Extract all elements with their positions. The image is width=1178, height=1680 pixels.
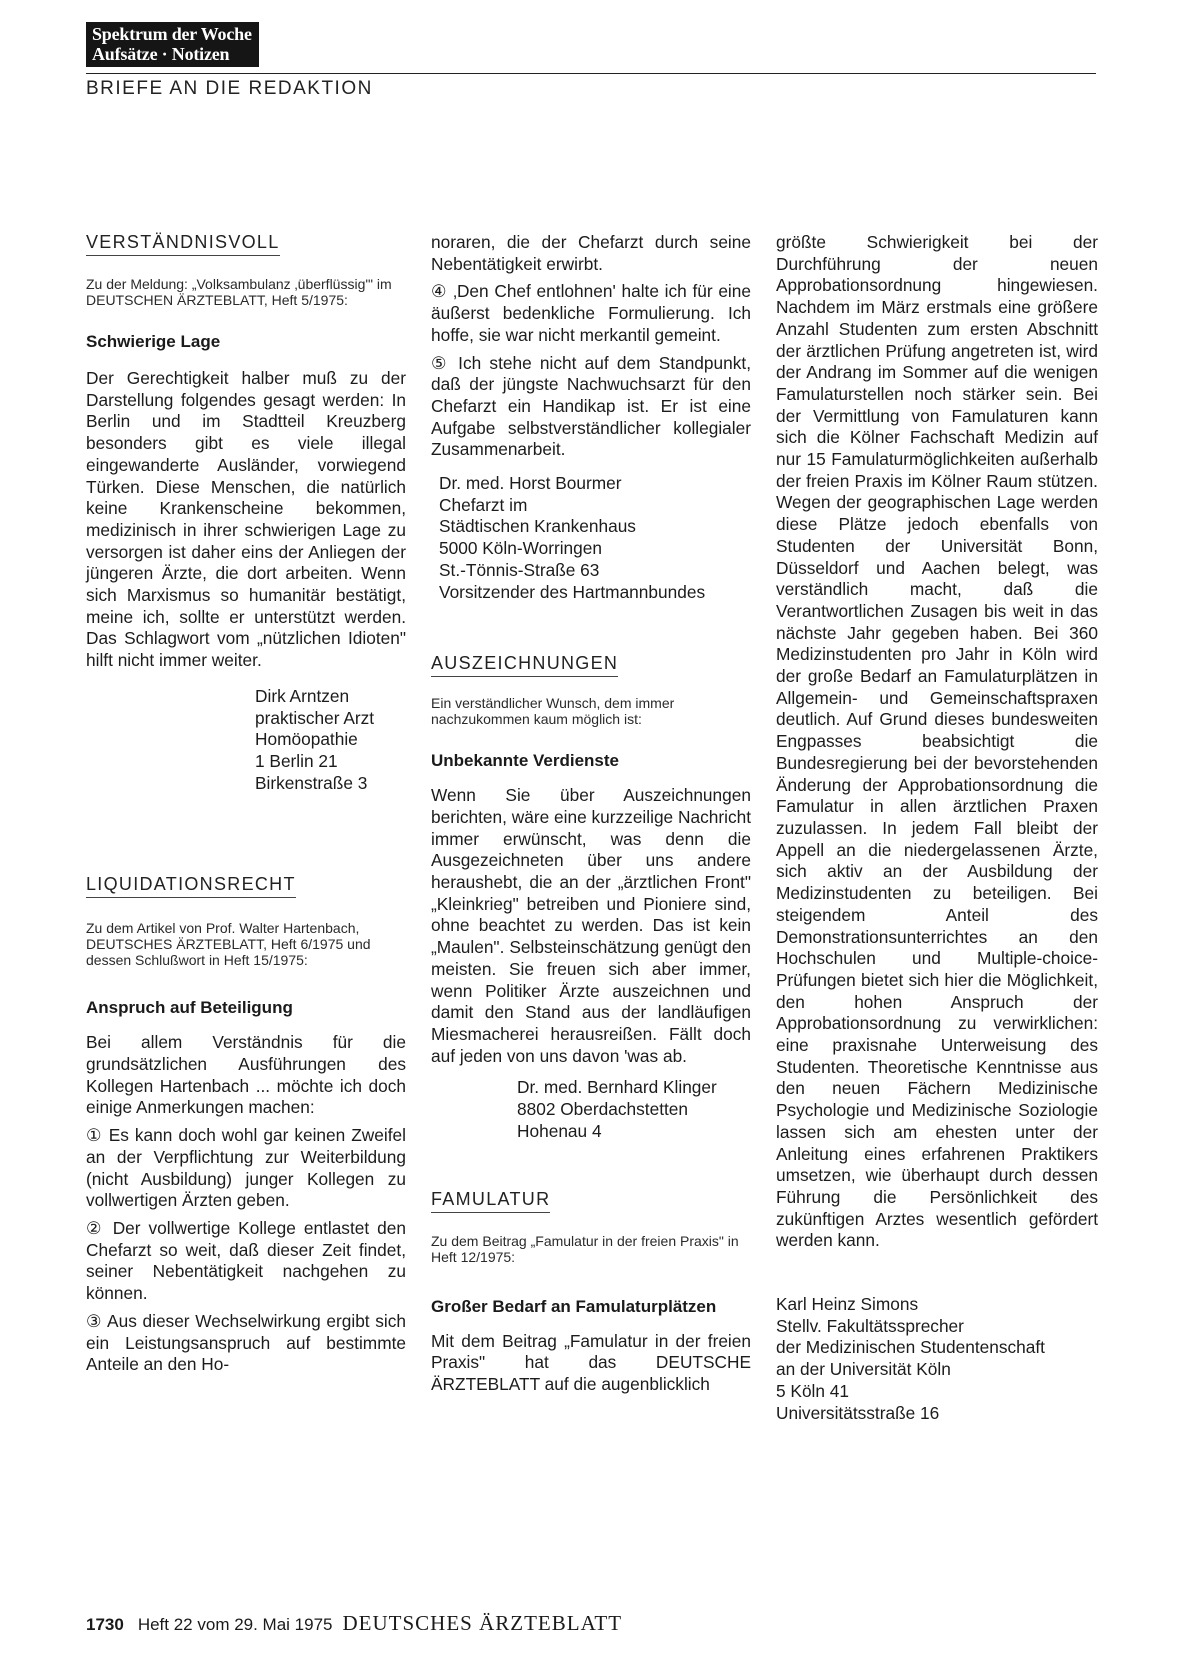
signature-line: an der Universität Köln — [776, 1359, 951, 1380]
signature-line: Stellv. Fakultätssprecher — [776, 1315, 964, 1336]
letter-signature — [439, 473, 751, 603]
signature-line: Universitätsstraße 16 — [776, 1402, 940, 1423]
signature-line: Karl Heinz Simons — [776, 1294, 919, 1315]
letter-headline: Großer Bedarf an Famulaturplätzen — [431, 1296, 717, 1316]
letter-paragraph: ③ Aus dieser Wechselwirkung ergibt sich ein Leistungsanspruch auf bestimmte Anteile an den Ho- — [86, 1310, 406, 1375]
kicker: FAMULATUR — [431, 1189, 550, 1213]
masthead-line-1: Spektrum der Woche — [92, 24, 252, 44]
kicker: AUSZEICHNUNGEN — [431, 653, 618, 677]
letter-paragraph: größte Schwierigkeit bei der Durchführung der neuen Approbationsordnung hingewiesen. Nachdem im März erstmals eine größere Anzahl Studenten zum ersten Abschnitt der ärztlichen Prüfung angetreten ist, wird der Andrang im Sommer auf die wenigen Famulaturstellen noch stärker sein. Bei der Vermittlung von Famulaturen kann sich die Kölner Fachschaft Medizin auf nur 15 Famulaturmöglichkeiten außerhalb der freien Praxis im Kölner Raum stützen. Wegen der geographischen Lage werden diese Plätze jedoch ebenfalls von Studenten der Universität Bonn, Düsseldorf und Aachen belegt, was verständlich macht, daß die Verantwortlichen Zusagen bis weit in das nächste Jahr gegeben haben. Bei 360 Medizinstudenten pro Jahr in Köln wird der große Bedarf an Famulaturplätzen in Allgemein- und Gemeinschaftspraxen deutlich. Auf Grund dieses bundesweiten Engpasses beabsichtigt die Bundesregierung bei der bevorstehenden Änderung der Approbationsordnung die Famulatur in allen ärztlichen Praxen zuzulassen. In jedem Fall bleibt der Appell an die niedergelassenen Ärzte, sich aktiv an der Ausbildung der Medizinstudenten zu beteiligen. Bei steigendem Anteil des Demonstrationsunterrichtes an den Hochschulen und Multiple-choice-Prüfungen bietet sich hier die Möglichkeit, den hohen Anspruch der Approbationsordnung zu verwirklichen: eine praxisnahe Unterweisung des Studenten. Theoretische Kenntnisse aus den neuen Fächern Medizinische Psychologie und Medizinische Soziologie lassen sich am ehesten unter der Anleitung eines erfahrenen Praktikers umsetzen, wie überhaupt durch dessen Führung die Persönlichkeit des zukünftigen Arztes wesentlich gefördert werden kann. — [776, 232, 1098, 1251]
letter-paragraph: ⑤ Ich stehe nicht auf dem Standpunkt, daß der jüngste Nachwuchsarzt für den Chefarzt ein Handikap ist. Er ist eine Aufgabe selbstverständlicher kollegialer Zusammenarbeit. — [431, 352, 751, 460]
reference-note: Zu der Meldung: „Volksambulanz ‚überflüssig'" im DEUTSCHEN ÄRZTEBLATT, Heft 5/1975: — [86, 276, 392, 308]
kicker: VERSTÄNDNISVOLL — [86, 232, 280, 256]
signature-line: Hohenau 4 — [517, 1120, 602, 1141]
publication-name: DEUTSCHES ÄRZTEBLATT — [342, 1611, 623, 1635]
signature-line: Chefarzt im — [439, 494, 528, 515]
signature-line: praktischer Arzt — [255, 707, 375, 728]
header-rule — [86, 73, 1096, 74]
signature-line: 5 Köln 41 — [776, 1380, 850, 1401]
letter-liquidationsrecht-continued — [431, 232, 751, 603]
kicker: LIQUIDATIONSRECHT — [86, 874, 296, 898]
signature-line: 5000 Köln-Worringen — [439, 538, 602, 559]
letter-signature — [255, 686, 406, 795]
letter-signature — [517, 1077, 751, 1142]
letter-headline: Unbekannte Verdienste — [431, 751, 620, 771]
column-1 — [86, 232, 406, 1376]
issue-info: Heft 22 vom 29. Mai 1975 — [137, 1615, 333, 1634]
page-footer — [86, 1611, 622, 1636]
signature-line: Dr. med. Bernhard Klinger — [517, 1077, 717, 1098]
reference-note: Ein verständlicher Wunsch, dem immer nachzukommen kaum möglich ist: — [431, 695, 675, 728]
letter-auszeichnungen — [431, 653, 751, 1142]
letter-liquidationsrecht — [86, 874, 406, 1376]
letter-verstaendnisvoll — [86, 232, 406, 794]
signature-line: 8802 Oberdachstetten — [517, 1099, 689, 1120]
page-number: 1730 — [86, 1615, 124, 1634]
letter-paragraph: Mit dem Beitrag „Famulatur in der freien Praxis" hat das DEUTSCHE ÄRZTEBLATT auf die augenblicklich — [431, 1330, 751, 1394]
letter-signature — [776, 1294, 1098, 1424]
letter-famulatur — [431, 1189, 751, 1396]
section-title: BRIEFE AN DIE REDAKTION — [86, 78, 373, 99]
signature-line: der Medizinischen Studentenschaft — [776, 1337, 1045, 1358]
signature-line: Städtischen Krankenhaus — [439, 516, 636, 537]
signature-line: Vorsitzender des Hartmannbundes — [439, 581, 706, 602]
signature-line: Homöopathie — [255, 729, 358, 750]
letter-paragraph: ① Es kann doch wohl gar keinen Zweifel an der Verpflichtung zur Weiterbildung (nicht Ausbildung) junger Kollegen zu vollwertigen Ärzten geben. — [86, 1125, 406, 1211]
letter-paragraph: ④ ‚Den Chef entlohnen' halte ich für eine äußerst bedenkliche Formulierung. Ich hoffe, sie war nicht merkantil gemeint. — [431, 281, 751, 345]
signature-line: St.-Tönnis-Straße 63 — [439, 559, 600, 580]
masthead — [86, 22, 259, 67]
signature-line: Birkenstraße 3 — [255, 772, 368, 793]
column-2 — [431, 232, 751, 1396]
reference-note: Zu dem Beitrag „Famulatur in der freien Praxis" in Heft 12/1975: — [431, 1232, 739, 1265]
signature-line: Dr. med. Horst Bourmer — [439, 473, 622, 494]
letter-paragraph: Der Gerechtigkeit halber muß zu der Darstellung folgendes gesagt werden: In Berlin und im Stadtteil Kreuzberg besonders gibt es viele illegal eingewanderte Ausländer, vorwiegend Türken. Diese Menschen, die natürlich keine Krankenscheine bekommen, medizinisch in ihrer schwierigen Lage zu versorgen ist daher eins der Anliegen der jüngeren Ärzte, die dort arbeiten. Wenn sich Marxismus so humanitär bestätigt, meine ich, sollte er unterstützt werden. Das Schlagwort vom „nützlichen Idioten" hilft nicht immer weiter. — [86, 368, 406, 671]
signature-line: 1 Berlin 21 — [255, 750, 338, 771]
masthead-line-2: Aufsätze · Notizen — [92, 44, 230, 64]
letter-headline: Schwierige Lage — [86, 332, 221, 351]
letter-paragraph: Bei allem Verständnis für die grundsätzlichen Ausführungen des Kollegen Hartenbach ... möchte ich doch einige Anmerkungen machen: — [86, 1032, 406, 1118]
letter-famulatur-continued — [776, 232, 1098, 1424]
reference-note: Zu dem Artikel von Prof. Walter Hartenbach, DEUTSCHES ÄRZTEBLATT, Heft 6/1975 und dessen Schlußwort in Heft 15/1975: — [86, 920, 371, 969]
letter-paragraph: noraren, die der Chefarzt durch seine Nebentätigkeit erwirbt. — [431, 232, 751, 274]
letter-headline: Anspruch auf Beteiligung — [86, 998, 293, 1018]
letter-paragraph: ② Der vollwertige Kollege entlastet den Chefarzt so weit, daß dieser Zeit findet, seiner Nebentätigkeit nachgehen zu können. — [86, 1217, 406, 1304]
signature-line: Dirk Arntzen — [255, 685, 350, 706]
column-3 — [776, 232, 1098, 1424]
letter-paragraph: Wenn Sie über Auszeichnungen berichten, wäre eine kurzzeilige Nachricht immer erwünscht, was denn die Ausgezeichneten über uns andere heraushebt, die an der „ärztlichen Front" „Kleinkrieg" betreiben und Pioniere sind, ohne beachtet zu werden. Das ist kein „Maulen". Selbsteinschätzung genügt den meisten. Sie freuen sich aber immer, wenn Politiker Ärzte auszeichnen und damit den Stand aus der landläufigen Miesmacherei herausreißen. Fällt doch auf jeden von uns davon 'was ab. — [431, 785, 751, 1066]
